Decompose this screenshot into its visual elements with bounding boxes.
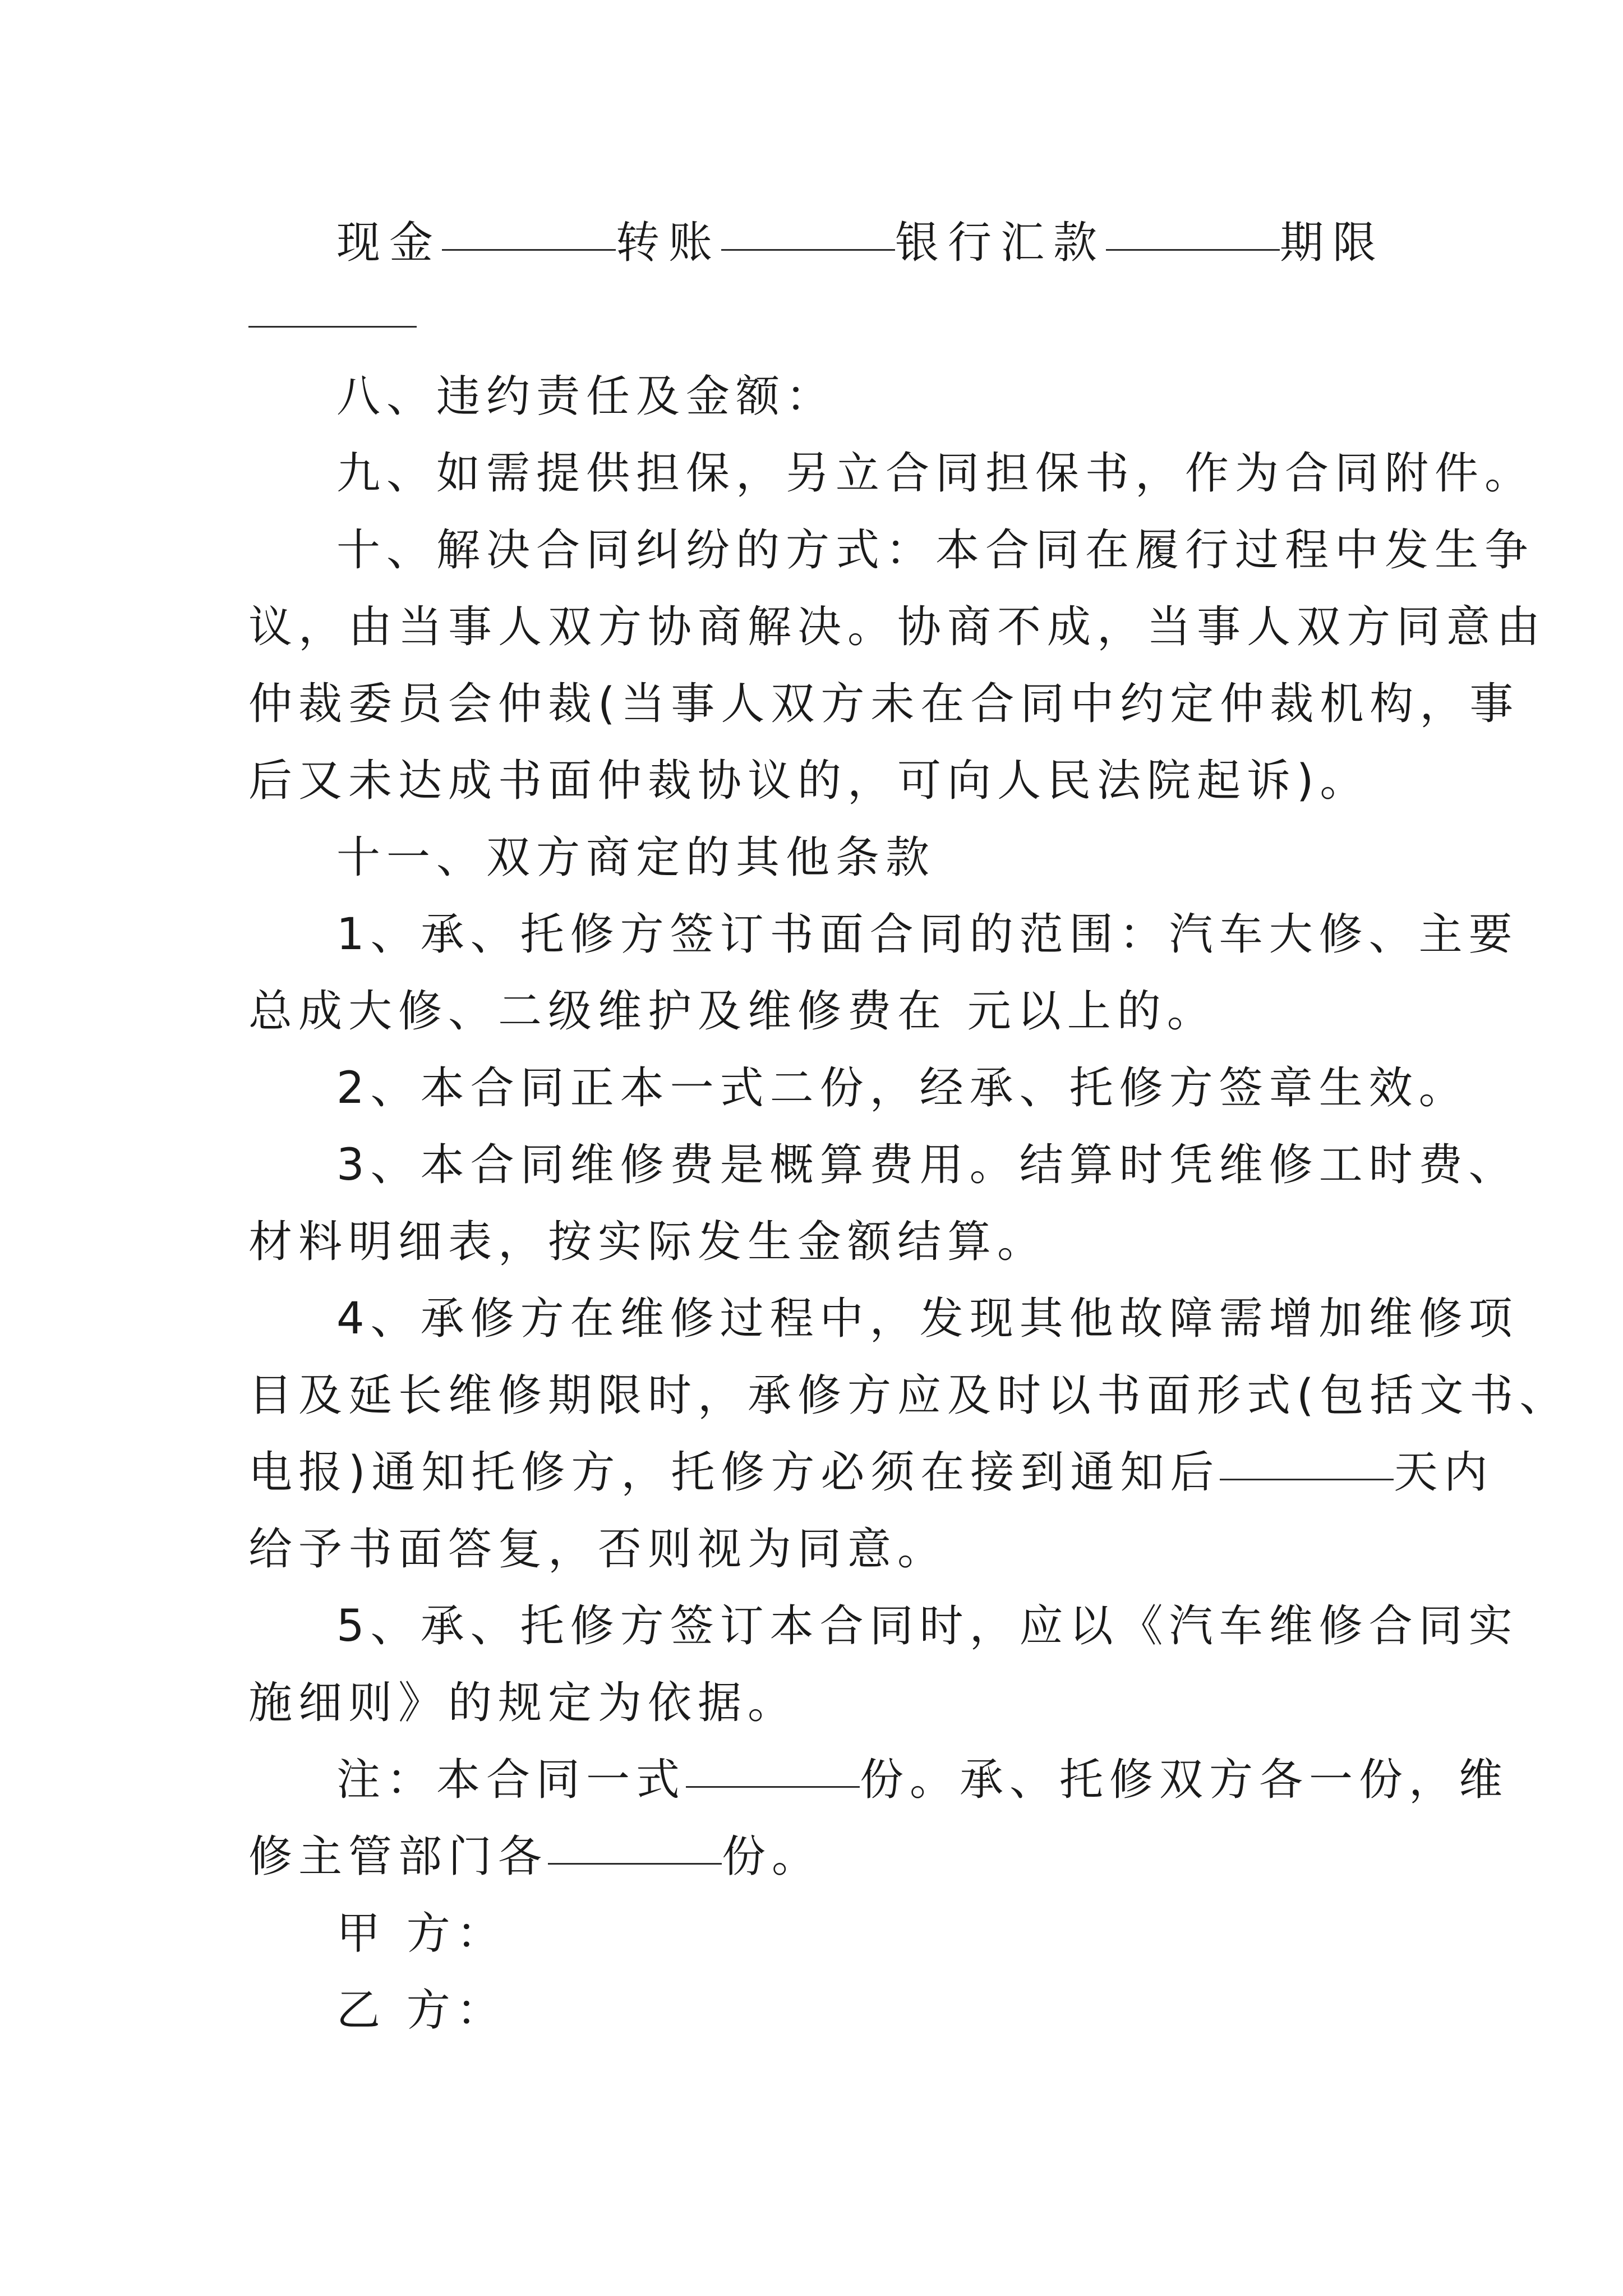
clause-8: 八、违约责任及金额： <box>336 371 836 422</box>
party-b-line: 乙 方： <box>336 1985 506 2036</box>
reply-days-blank <box>1220 1428 1394 1480</box>
clause-10-line-4: 后又未达成书面仲裁协议的，可向人民法院起诉)。 <box>248 756 1370 806</box>
item-4-line-3-text: 电报)通知托修方，托修方必须在接到通知后 <box>248 1447 1220 1498</box>
note-line-2 <box>248 1819 1381 1895</box>
copies-blank <box>686 1736 860 1788</box>
term-label: 期限 <box>1280 218 1386 268</box>
item-4-line-3-suffix: 天内 <box>1394 1447 1494 1498</box>
cash-blank <box>442 199 616 251</box>
party-a-line: 甲 方： <box>336 1908 506 1959</box>
bank-remit-blank <box>1106 199 1280 251</box>
clause-11: 十一、双方商定的其他条款 <box>336 832 936 883</box>
item-1-line-2: 总成大修、二级维护及维修费在 元以上的。 <box>248 986 1217 1037</box>
item-4-line-4: 给予书面答复，否则视为同意。 <box>248 1524 948 1575</box>
item-4-line-3 <box>248 1434 1494 1511</box>
transfer-label: 转账 <box>616 218 722 268</box>
item-3-line-2: 材料明细表，按实际发生金额结算。 <box>248 1217 1048 1267</box>
item-5-line-2: 施细则》的规定为依据。 <box>248 1678 798 1728</box>
item-4-line-1: 4、承修方在维修过程中，发现其他故障需增加维修项 <box>336 1294 1519 1344</box>
clause-9: 九、如需提供担保，另立合同担保书，作为合同附件。 <box>336 448 1535 499</box>
item-4-line-2: 目及延长维修期限时，承修方应及时以书面形式(包括文书、 <box>248 1370 1570 1421</box>
clause-10-line-2: 议，由当事人双方协商解决。协商不成，当事人双方同意由 <box>248 602 1547 652</box>
note-text-d: 份。 <box>722 1832 822 1882</box>
contract-text <box>248 205 1570 2049</box>
cash-label: 现金 <box>336 218 442 268</box>
item-1-line-1: 1、承、托修方签订书面合同的范围：汽车大修、主要 <box>336 909 1519 960</box>
clause-10-line-1: 十、解决合同纠纷的方式：本合同在履行过程中发生争 <box>336 525 1535 576</box>
note-line-1 <box>248 1742 1509 1819</box>
dept-copies-blank <box>548 1812 722 1865</box>
item-2: 2、本合同正本一式二份，经承、托修方签章生效。 <box>336 1063 1469 1114</box>
note-text-b: 份。承、托修双方各一份，维 <box>860 1755 1509 1805</box>
item-5-line-1: 5、承、托修方签订本合同时，应以《汽车维修合同实 <box>336 1601 1519 1651</box>
note-text-c: 修主管部门各 <box>248 1832 548 1882</box>
payment-method-line <box>248 205 1386 282</box>
term-blank <box>248 275 417 328</box>
item-3-line-1: 3、本合同维修费是概算费用。结算时凭维修工时费、 <box>336 1140 1519 1190</box>
clause-10-line-3: 仲裁委员会仲裁(当事人双方未在合同中约定仲裁机构，事 <box>248 679 1520 729</box>
note-text-a: 注：本合同一式 <box>336 1755 686 1805</box>
transfer-blank <box>721 199 895 251</box>
bank-remit-label: 银行汇款 <box>895 218 1106 268</box>
term-blank-line <box>248 282 1381 358</box>
